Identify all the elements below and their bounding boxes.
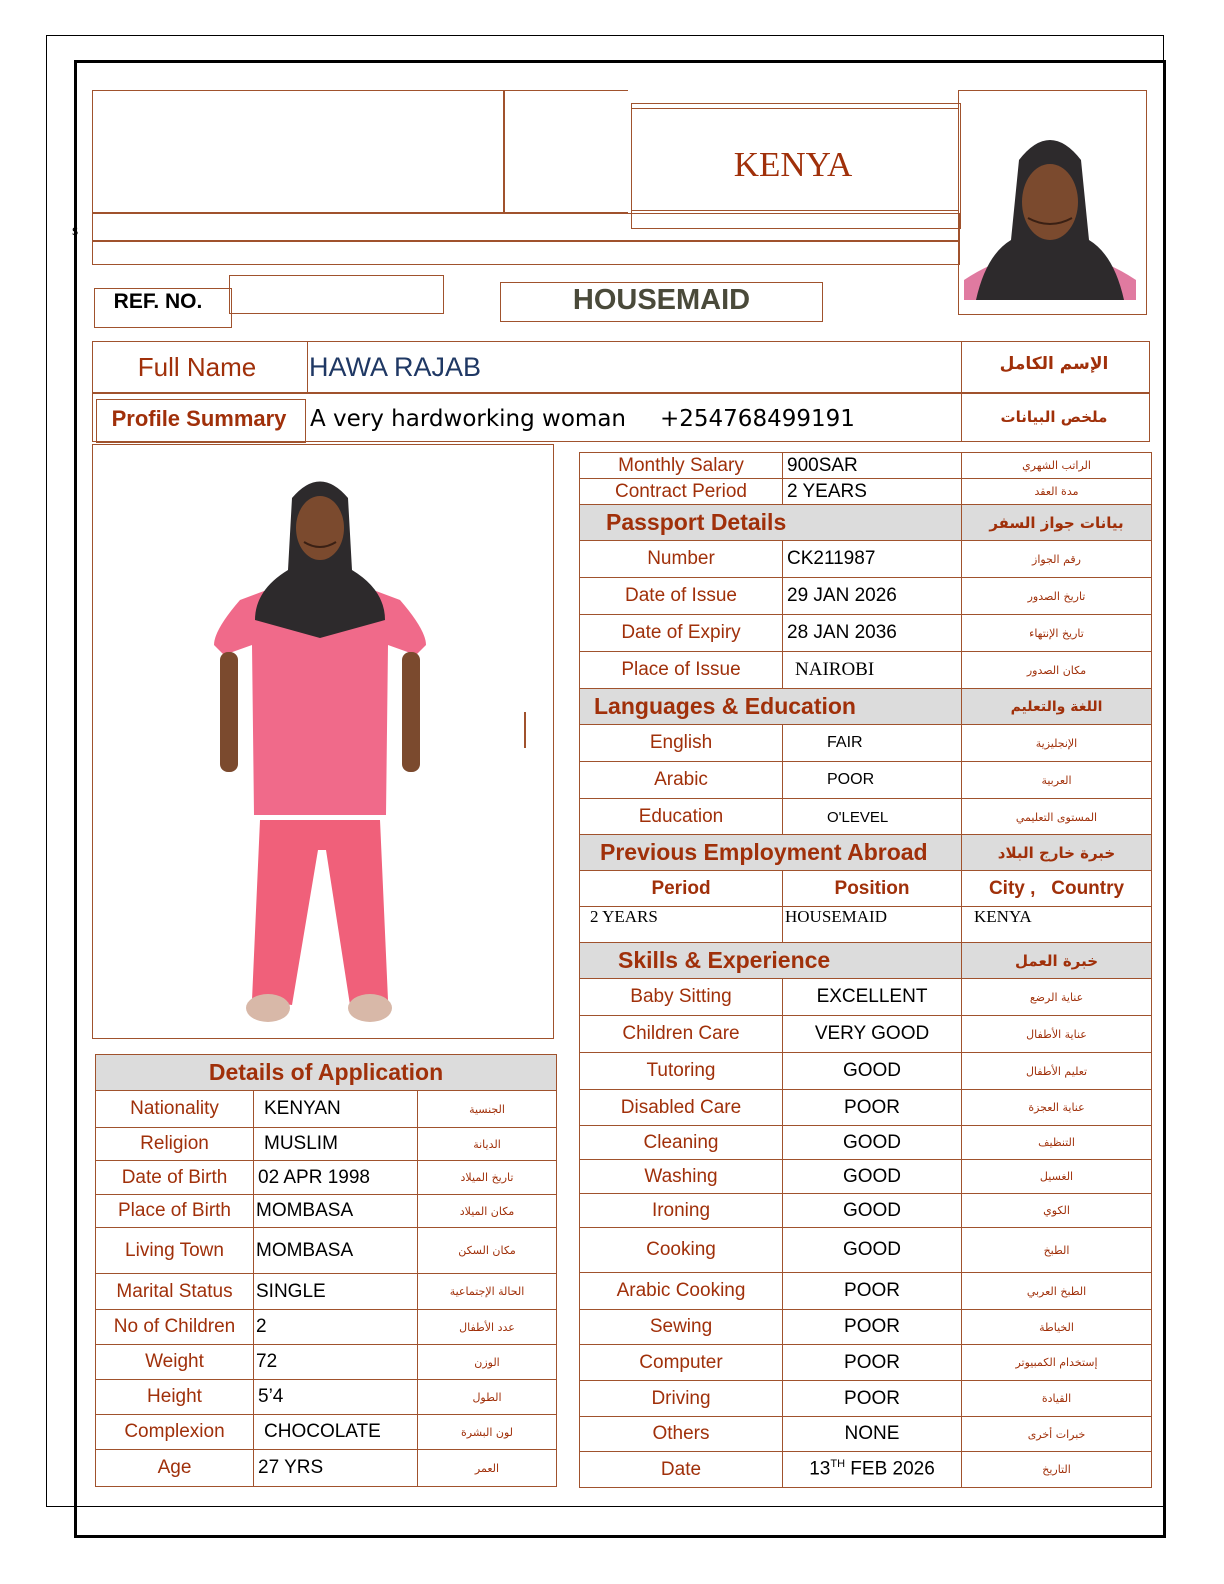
- app-value: CHOCOLATE: [254, 1415, 418, 1450]
- application-row: [96, 1091, 557, 1128]
- skill-value: NONE: [783, 1417, 962, 1452]
- language-row: [580, 725, 1152, 762]
- passport-number-label: Number: [580, 541, 783, 578]
- skill-row: [580, 1160, 1152, 1194]
- app-value: 72: [254, 1345, 418, 1380]
- skill-label: Cleaning: [580, 1126, 783, 1160]
- skill-row: [580, 1228, 1152, 1273]
- skills-title-ar: خبرة العمل: [962, 943, 1152, 979]
- skill-value: GOOD: [783, 1160, 962, 1194]
- application-row: [96, 1310, 557, 1345]
- education-label: Education: [580, 799, 783, 836]
- full-body-photo: [200, 470, 440, 1030]
- skill-value: VERY GOOD: [783, 1016, 962, 1053]
- passport-row: [580, 652, 1152, 689]
- skill-label: Disabled Care: [580, 1090, 783, 1126]
- app-ar: عدد الأطفال: [418, 1310, 557, 1345]
- period-value: 2 YEARS: [580, 907, 783, 943]
- app-label: Date of Birth: [96, 1161, 254, 1195]
- passport-title-ar: بيانات جواز السفر: [962, 505, 1152, 541]
- app-ar: العمر: [418, 1450, 557, 1487]
- app-ar: مكان السكن: [418, 1228, 557, 1274]
- app-label: Nationality: [96, 1091, 254, 1128]
- contract-label: Contract Period: [580, 479, 783, 505]
- skill-row: [580, 1345, 1152, 1381]
- issue-place-label: Place of Issue: [580, 652, 783, 689]
- skill-label: Computer: [580, 1345, 783, 1381]
- language-row: [580, 799, 1152, 836]
- passport-row: [580, 615, 1152, 652]
- date-suffix: TH: [830, 1458, 846, 1471]
- skill-value: POOR: [783, 1345, 962, 1381]
- skill-ar: إستخدام الكمبيوتر: [962, 1345, 1152, 1381]
- skill-ar: عناية الرضع: [962, 979, 1152, 1016]
- english-value: FAIR: [783, 725, 962, 762]
- app-label: Age: [96, 1450, 254, 1487]
- arabic-label: Arabic: [580, 762, 783, 799]
- application-section-header: [96, 1055, 557, 1091]
- application-title: Details of Application: [96, 1055, 557, 1091]
- skill-label: Cooking: [580, 1228, 783, 1273]
- app-value: SINGLE: [254, 1274, 418, 1310]
- skill-label: Ironing: [580, 1194, 783, 1228]
- position-header: Position: [783, 871, 962, 907]
- app-value: 2: [254, 1310, 418, 1345]
- expiry-date-label: Date of Expiry: [580, 615, 783, 652]
- skill-row: [580, 1310, 1152, 1345]
- app-ar: الوزن: [418, 1345, 557, 1380]
- skill-row: [580, 1053, 1152, 1090]
- skill-value: GOOD: [783, 1053, 962, 1090]
- skill-label: Baby Sitting: [580, 979, 783, 1016]
- application-row: [96, 1345, 557, 1380]
- passport-row: [580, 578, 1152, 615]
- country-value: KENYA: [962, 907, 1152, 943]
- salary-ar: الراتب الشهري: [962, 453, 1152, 479]
- skill-label: Driving: [580, 1381, 783, 1417]
- job-title: HOUSEMAID: [572, 284, 751, 316]
- skills-section-header: [580, 943, 1152, 979]
- summary-value: A very hardworking woman: [310, 406, 627, 432]
- application-row: [96, 1228, 557, 1274]
- application-row: [96, 1128, 557, 1161]
- app-label: Living Town: [96, 1228, 254, 1274]
- date-day: 13: [809, 1458, 831, 1480]
- salary-value: 900SAR: [783, 453, 962, 479]
- language-row: [580, 762, 1152, 799]
- skill-label: Others: [580, 1417, 783, 1452]
- skill-label: Tutoring: [580, 1053, 783, 1090]
- languages-section-header: [580, 689, 1152, 725]
- skill-label: Washing: [580, 1160, 783, 1194]
- header-box-left: [92, 90, 504, 213]
- skill-value: POOR: [783, 1310, 962, 1345]
- skill-row: [580, 1090, 1152, 1126]
- skill-label: Children Care: [580, 1016, 783, 1053]
- skill-value: GOOD: [783, 1194, 962, 1228]
- issue-date-ar: تاريخ الصدور: [962, 578, 1152, 615]
- languages-title: Languages & Education: [580, 689, 962, 725]
- app-ar: الجنسية: [418, 1091, 557, 1128]
- expiry-date-ar: تاريخ الإنتهاء: [962, 615, 1152, 652]
- passport-row: [580, 541, 1152, 578]
- app-value: 5’4: [254, 1380, 418, 1415]
- date-row: [580, 1452, 1152, 1488]
- application-row: [96, 1161, 557, 1195]
- skill-label: Sewing: [580, 1310, 783, 1345]
- contract-ar: مدة العقد: [962, 479, 1152, 505]
- name-ar: الإسم الكامل: [999, 354, 1109, 374]
- contract-value: 2 YEARS: [783, 479, 962, 505]
- skill-value: GOOD: [783, 1228, 962, 1273]
- application-row: [96, 1274, 557, 1310]
- arabic-value: POOR: [783, 762, 962, 799]
- application-row: [96, 1195, 557, 1228]
- app-label: Weight: [96, 1345, 254, 1380]
- skill-row: [580, 979, 1152, 1016]
- right-table-top: [579, 452, 1152, 836]
- passport-section-header: [580, 505, 1152, 541]
- date-label: Date: [580, 1452, 783, 1488]
- app-label: Marital Status: [96, 1274, 254, 1310]
- expiry-date-value: 28 JAN 2036: [783, 615, 962, 652]
- skill-ar: عناية العجزة: [962, 1090, 1152, 1126]
- education-ar: المستوى التعليمي: [962, 799, 1152, 836]
- app-label: No of Children: [96, 1310, 254, 1345]
- application-row: [96, 1380, 557, 1415]
- header-strip-2: [92, 241, 960, 265]
- application-row: [96, 1450, 557, 1487]
- skill-row: [580, 1194, 1152, 1228]
- period-header: Period: [580, 871, 783, 907]
- app-ar: الديانة: [418, 1128, 557, 1161]
- summary-ar: ملخص البيانات: [1000, 408, 1108, 426]
- skill-value: POOR: [783, 1381, 962, 1417]
- country-title: KENYA: [733, 145, 853, 184]
- english-ar: الإنجليزية: [962, 725, 1152, 762]
- issue-place-value: NAIROBI: [783, 652, 962, 689]
- date-value: [783, 1452, 962, 1488]
- skill-value: EXCELLENT: [783, 979, 962, 1016]
- skill-ar: تعليم الأطفال: [962, 1053, 1152, 1090]
- skills-title: Skills & Experience: [580, 943, 962, 979]
- app-ar: مكان الميلاد: [418, 1195, 557, 1228]
- app-value: 02 APR 1998: [254, 1161, 418, 1195]
- employment-row: [580, 907, 1152, 943]
- application-table: [95, 1054, 557, 1487]
- header-box-mid: [504, 90, 628, 213]
- languages-title-ar: اللغة والتعليم: [962, 689, 1152, 725]
- english-label: English: [580, 725, 783, 762]
- skill-ar: الكوي: [962, 1194, 1152, 1228]
- full-photo-divider: [524, 712, 526, 748]
- app-ar: الحالة الإجتماعية: [418, 1274, 557, 1310]
- employment-table: [579, 834, 1152, 943]
- employment-section-header: [580, 835, 1152, 871]
- skill-ar: الغسيل: [962, 1160, 1152, 1194]
- app-value: MOMBASA: [254, 1228, 418, 1274]
- app-value: MUSLIM: [254, 1128, 418, 1161]
- app-label: Complexion: [96, 1415, 254, 1450]
- skill-row: [580, 1273, 1152, 1310]
- skill-ar: عناية الأطفال: [962, 1016, 1152, 1053]
- ref-value-box: [229, 275, 444, 314]
- app-ar: لون البشرة: [418, 1415, 557, 1450]
- skill-label: Arabic Cooking: [580, 1273, 783, 1310]
- issue-date-label: Date of Issue: [580, 578, 783, 615]
- app-label: Height: [96, 1380, 254, 1415]
- skill-row: [580, 1016, 1152, 1053]
- skill-row: [580, 1417, 1152, 1452]
- salary-label: Monthly Salary: [580, 453, 783, 479]
- employment-title-ar: خبرة خارج البلاد: [962, 835, 1152, 871]
- app-label: Religion: [96, 1128, 254, 1161]
- ref-label: REF. NO.: [113, 290, 203, 313]
- education-value: O'LEVEL: [783, 799, 962, 836]
- salary-row-1: [580, 479, 1152, 505]
- skill-ar: القيادة: [962, 1381, 1152, 1417]
- passport-number-ar: رقم الجواز: [962, 541, 1152, 578]
- app-value: KENYAN: [254, 1091, 418, 1128]
- skill-row: [580, 1381, 1152, 1417]
- headshot-photo: [964, 130, 1136, 300]
- country-header: City , Country: [962, 871, 1152, 907]
- issue-date-value: 29 JAN 2026: [783, 578, 962, 615]
- skill-ar: الطبخ العربي: [962, 1273, 1152, 1310]
- summary-label: Profile Summary: [111, 406, 287, 431]
- stray-mark: s: [72, 222, 79, 239]
- summary-phone: +254768499191: [660, 406, 855, 432]
- employment-title: Previous Employment Abroad: [580, 835, 962, 871]
- skill-value: GOOD: [783, 1126, 962, 1160]
- application-row: [96, 1415, 557, 1450]
- skills-table: [579, 942, 1152, 1488]
- app-ar: الطول: [418, 1380, 557, 1415]
- app-value: 27 YRS: [254, 1450, 418, 1487]
- name-label: Full Name: [137, 352, 257, 382]
- skill-row: [580, 1126, 1152, 1160]
- app-ar: تاريخ الميلاد: [418, 1161, 557, 1195]
- date-ar: التاريخ: [962, 1452, 1152, 1488]
- employment-header-row: [580, 871, 1152, 907]
- app-value: MOMBASA: [254, 1195, 418, 1228]
- passport-number-value: CK211987: [783, 541, 962, 578]
- skill-ar: خبرات أخرى: [962, 1417, 1152, 1452]
- app-label: Place of Birth: [96, 1195, 254, 1228]
- date-rest: FEB 2026: [850, 1458, 935, 1480]
- passport-title: Passport Details: [580, 505, 962, 541]
- skill-ar: الخياطة: [962, 1310, 1152, 1345]
- skill-value: POOR: [783, 1273, 962, 1310]
- arabic-ar: العربية: [962, 762, 1152, 799]
- name-value: HAWA RAJAB: [309, 352, 482, 382]
- skill-value: POOR: [783, 1090, 962, 1126]
- skill-ar: الطبخ: [962, 1228, 1152, 1273]
- salary-row-0: [580, 453, 1152, 479]
- skill-ar: التنظيف: [962, 1126, 1152, 1160]
- position-value: HOUSEMAID: [783, 907, 962, 943]
- issue-place-ar: مكان الصدور: [962, 652, 1152, 689]
